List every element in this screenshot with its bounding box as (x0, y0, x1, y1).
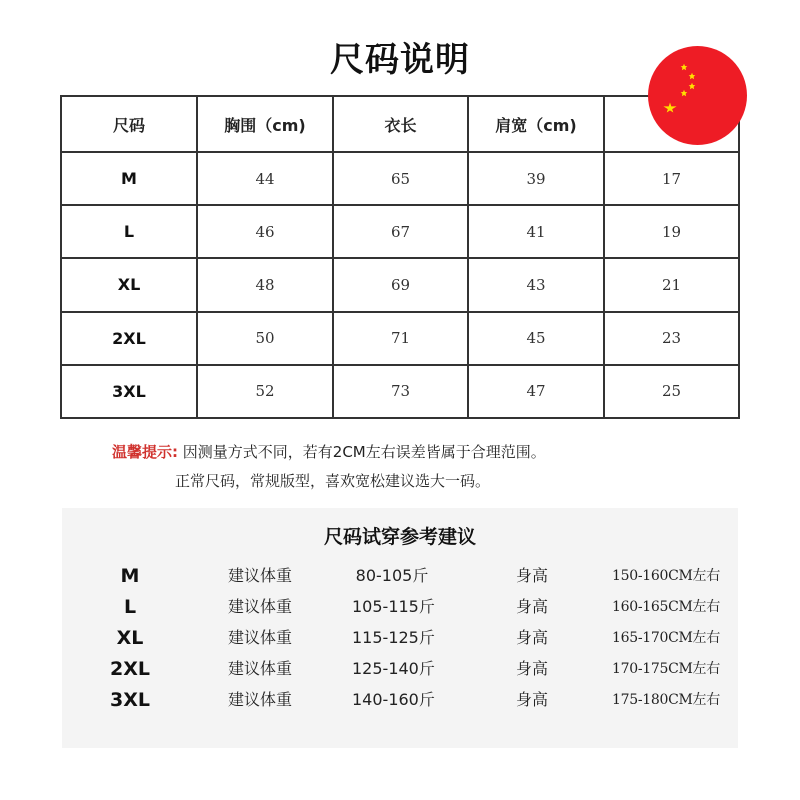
guide-height: 165-170CM左右 (612, 630, 720, 646)
guide-size: 3XL (110, 689, 150, 711)
tip-text-2: 正常尺码，常规版型，喜欢宽松建议选大一码。 (175, 472, 491, 490)
guide-height-label: 身高 (516, 690, 549, 709)
guide-weight-label: 建议体重 (228, 690, 293, 709)
fit-guide-row (62, 654, 738, 684)
guide-height-label: 身高 (516, 597, 549, 616)
cell-chest: 48 (197, 258, 333, 311)
guide-height-label: 身高 (516, 659, 549, 678)
fit-guide-row (62, 592, 738, 622)
header-chest: 胸围（cm) (197, 96, 333, 152)
tip-text-1: 因测量方式不同，若有2CM左右误差皆属于合理范围。 (182, 443, 546, 461)
table-row (61, 365, 739, 418)
cell-chest: 46 (197, 205, 333, 258)
guide-weight-label: 建议体重 (228, 566, 293, 585)
cell-length: 67 (333, 205, 468, 258)
cell-chest: 44 (197, 152, 333, 205)
cell-sleeve: 21 (604, 258, 739, 311)
header-shoulder: 肩宽（cm) (468, 96, 604, 152)
cell-chest: 52 (197, 365, 333, 418)
cell-shoulder: 45 (468, 312, 604, 365)
cell-shoulder: 47 (468, 365, 604, 418)
cell-size: 3XL (61, 365, 197, 418)
guide-height: 170-175CM左右 (612, 661, 720, 677)
guide-size: L (123, 596, 137, 618)
cell-sleeve: 17 (604, 152, 739, 205)
china-flag-icon (648, 46, 747, 145)
cell-size: M (61, 152, 197, 205)
guide-weight: 115-125斤 (352, 628, 435, 647)
guide-height-label: 身高 (516, 566, 549, 585)
guide-weight: 125-140斤 (352, 659, 435, 678)
table-row (61, 152, 739, 205)
cell-shoulder: 41 (468, 205, 604, 258)
guide-height: 160-165CM左右 (612, 599, 720, 615)
cell-length: 69 (333, 258, 468, 311)
table-row (61, 205, 739, 258)
fit-guide-panel (62, 508, 738, 748)
cell-size: XL (61, 258, 197, 311)
guide-size: M (120, 565, 140, 587)
fit-guide-row (62, 561, 738, 591)
guide-size: XL (116, 627, 144, 649)
guide-weight-label: 建议体重 (228, 597, 293, 616)
fit-guide-row (62, 623, 738, 653)
guide-height: 175-180CM左右 (612, 692, 720, 708)
cell-chest: 50 (197, 312, 333, 365)
tip-label: 温馨提示: (112, 443, 178, 461)
guide-height: 150-160CM左右 (612, 568, 720, 584)
cell-sleeve: 25 (604, 365, 739, 418)
cell-length: 71 (333, 312, 468, 365)
fit-guide-title: 尺码试穿参考建议 (323, 526, 476, 548)
table-row (61, 258, 739, 311)
table-header-row (61, 96, 739, 152)
guide-weight: 80-105斤 (355, 566, 429, 585)
page-title: 尺码说明 (330, 40, 470, 80)
cell-length: 73 (333, 365, 468, 418)
cell-sleeve: 19 (604, 205, 739, 258)
cell-shoulder: 43 (468, 258, 604, 311)
table-row (61, 312, 739, 365)
tip-line-1 (112, 441, 546, 462)
guide-weight: 105-115斤 (352, 597, 435, 616)
fit-guide-row (62, 685, 738, 715)
header-size: 尺码 (61, 96, 197, 152)
guide-weight: 140-160斤 (352, 690, 435, 709)
guide-size: 2XL (110, 658, 150, 680)
cell-length: 65 (333, 152, 468, 205)
header-length: 衣长 (333, 96, 468, 152)
guide-weight-label: 建议体重 (228, 628, 293, 647)
cell-sleeve: 23 (604, 312, 739, 365)
size-table (60, 95, 740, 419)
cell-size: 2XL (61, 312, 197, 365)
guide-weight-label: 建议体重 (228, 659, 293, 678)
cell-shoulder: 39 (468, 152, 604, 205)
guide-height-label: 身高 (516, 628, 549, 647)
cell-size: L (61, 205, 197, 258)
